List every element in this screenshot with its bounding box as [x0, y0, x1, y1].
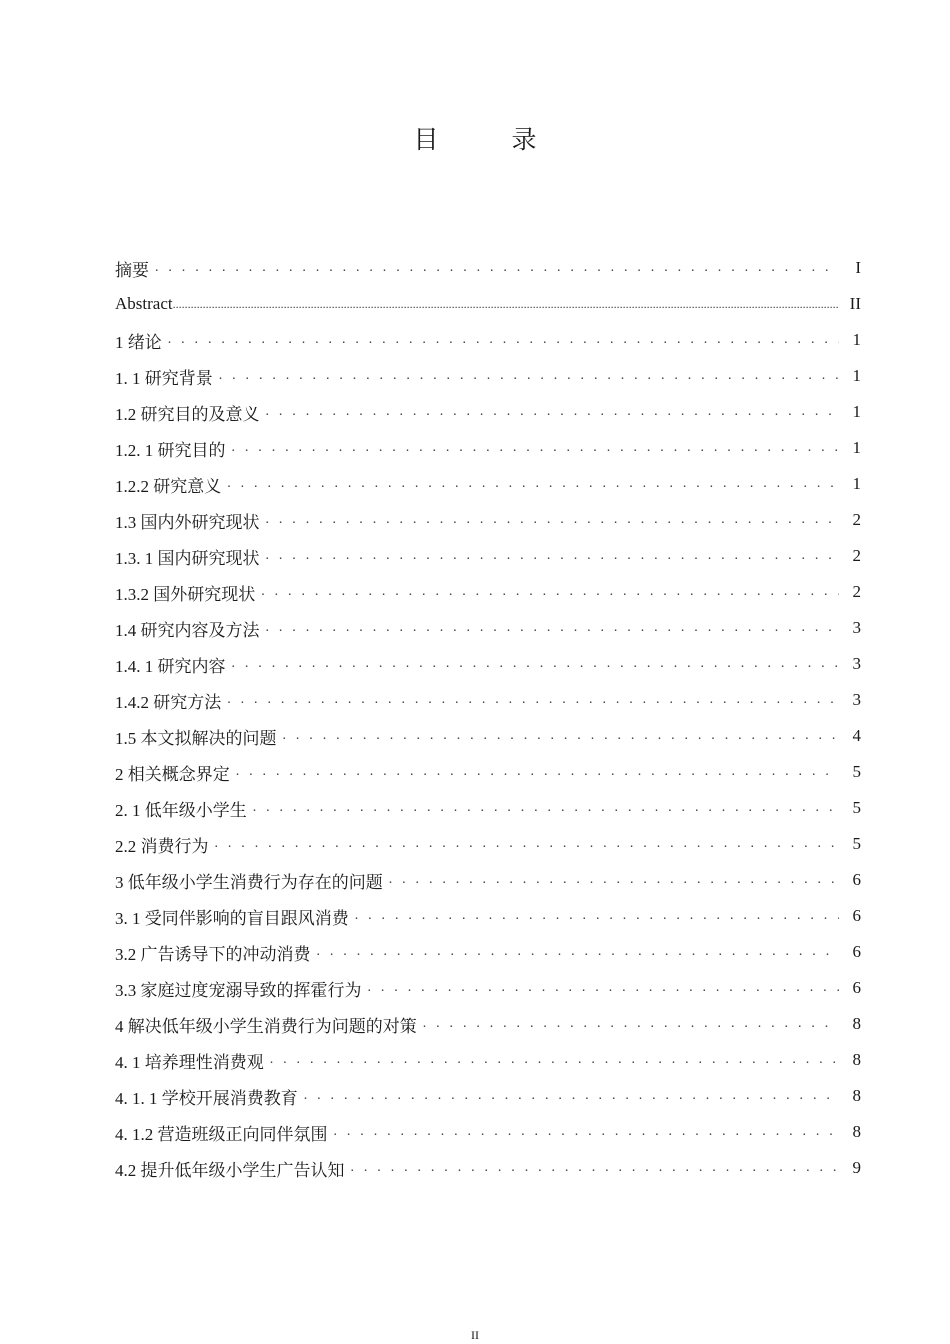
toc-row[interactable]: [115, 322, 861, 358]
toc-label: 1.2.2 研究意义: [115, 476, 222, 496]
toc-page-number: 2: [852, 582, 861, 601]
toc-row[interactable]: [115, 754, 861, 790]
toc-row[interactable]: [115, 682, 861, 718]
toc-page-number: 1: [852, 438, 861, 457]
toc-page-number: 5: [852, 762, 861, 781]
toc-label: 4. 1.2 营造班级正向同伴氛围: [115, 1124, 328, 1144]
leader-dots: [304, 1088, 839, 1104]
toc-page-number: 9: [852, 1158, 861, 1177]
toc-page-number: II: [849, 294, 861, 313]
toc-row[interactable]: [115, 1078, 861, 1114]
toc-page-number: 8: [852, 1086, 861, 1105]
toc-row[interactable]: [115, 358, 861, 394]
page-footer-number: II: [471, 1328, 479, 1342]
toc-page-number: 5: [852, 834, 861, 853]
toc-page-number: 3: [852, 618, 861, 637]
leader-dots: [423, 1016, 839, 1032]
leader-dots: [253, 800, 839, 816]
toc-row[interactable]: [115, 1150, 861, 1186]
leader-dots: [368, 980, 840, 996]
toc-page-number: 8: [852, 1050, 861, 1069]
toc-label: 4. 1 培养理性消费观: [115, 1052, 264, 1072]
toc-row[interactable]: [115, 286, 861, 322]
toc-row[interactable]: [115, 610, 861, 646]
toc-row[interactable]: [115, 574, 861, 610]
toc-label: 1. 1 研究背景: [115, 368, 213, 388]
toc-page-number: 8: [852, 1122, 861, 1141]
toc-label: 1.3.2 国外研究现状: [115, 584, 256, 604]
toc-page-number: 6: [852, 978, 861, 997]
leader-dots: [261, 584, 839, 600]
toc-row[interactable]: [115, 646, 861, 682]
toc-label: 1.2. 1 研究目的: [115, 440, 226, 460]
leader-dots: [215, 836, 840, 852]
toc-label: 3. 1 受同伴影响的盲目跟风消费: [115, 908, 349, 928]
leader-dots: [355, 908, 839, 924]
toc-row[interactable]: [115, 502, 861, 538]
toc-label: 3 低年级小学生消费行为存在的问题: [115, 872, 383, 892]
leader-dots: [283, 728, 846, 744]
toc-label: 2. 1 低年级小学生: [115, 800, 247, 820]
leader-dots: [317, 944, 840, 960]
toc-label: 1.4 研究内容及方法: [115, 620, 260, 640]
toc-row[interactable]: [115, 1114, 861, 1150]
toc-row[interactable]: [115, 1042, 861, 1078]
toc-row[interactable]: [115, 970, 861, 1006]
toc-page-number: 2: [852, 510, 861, 529]
toc-page-number: 3: [852, 654, 861, 673]
toc-page-number: 2: [852, 546, 861, 565]
toc-row[interactable]: [115, 430, 861, 466]
leader-dots: [266, 404, 840, 420]
leader-dots: [227, 476, 839, 492]
leader-dots: [219, 368, 839, 384]
toc-page-number: 6: [852, 906, 861, 925]
toc-row[interactable]: [115, 718, 861, 754]
toc-label: 4 解决低年级小学生消费行为问题的对策: [115, 1016, 417, 1036]
toc-row[interactable]: [115, 862, 861, 898]
toc-page-number: 1: [852, 402, 861, 421]
page-title: 目 录: [413, 127, 561, 154]
toc-page-number: 3: [852, 690, 861, 709]
leader-dots: [266, 620, 840, 636]
toc-label: 1.5 本文拟解决的问题: [115, 728, 277, 748]
toc-row[interactable]: [115, 466, 861, 502]
toc-page-number: 8: [852, 1014, 861, 1033]
toc-row[interactable]: [115, 250, 861, 286]
toc-page-number: 6: [852, 870, 861, 889]
leader-dots: [168, 332, 839, 348]
toc-page-number: 4: [852, 726, 861, 745]
toc-label: 1.4. 1 研究内容: [115, 656, 226, 676]
leader-dots: [173, 297, 839, 312]
toc-page-number: 1: [852, 366, 861, 385]
leader-dots: [232, 656, 840, 672]
leader-dots: [266, 548, 840, 564]
toc-row[interactable]: [115, 1006, 861, 1042]
leader-dots: [227, 692, 839, 708]
toc-row[interactable]: [115, 898, 861, 934]
toc-label: 2 相关概念界定: [115, 764, 230, 784]
leader-dots: [155, 260, 839, 276]
toc-label: 4.2 提升低年级小学生广告认知: [115, 1160, 345, 1180]
toc-page-number: 5: [852, 798, 861, 817]
leader-dots: [270, 1052, 839, 1068]
toc-row[interactable]: [115, 790, 861, 826]
toc-page-number: 1: [852, 474, 861, 493]
toc-label: 3.3 家庭过度宠溺导致的挥霍行为: [115, 980, 362, 1000]
toc-label: 1.3. 1 国内研究现状: [115, 548, 260, 568]
toc-label: 1.3 国内外研究现状: [115, 512, 260, 532]
leader-dots: [236, 764, 839, 780]
toc-row[interactable]: [115, 934, 861, 970]
toc-label: 3.2 广告诱导下的冲动消费: [115, 944, 311, 964]
toc-page-number: 6: [852, 942, 861, 961]
leader-dots: [266, 512, 840, 528]
toc-label: 1.4.2 研究方法: [115, 692, 222, 712]
toc-page-number: I: [855, 258, 861, 277]
toc-label: 1.2 研究目的及意义: [115, 404, 260, 424]
toc-label: Abstract: [115, 294, 173, 313]
leader-dots: [389, 872, 845, 888]
table-of-contents: [115, 250, 861, 1186]
toc-label: 1 绪论: [115, 332, 162, 352]
toc-row[interactable]: [115, 394, 861, 430]
toc-label: 2.2 消费行为: [115, 836, 209, 856]
leader-dots: [232, 440, 840, 456]
toc-page-number: 1: [852, 330, 861, 349]
leader-dots: [351, 1160, 840, 1176]
toc-row[interactable]: [115, 538, 861, 574]
toc-label: 摘要: [115, 260, 149, 280]
leader-dots: [334, 1124, 840, 1140]
toc-row[interactable]: [115, 826, 861, 862]
toc-label: 4. 1. 1 学校开展消费教育: [115, 1088, 298, 1108]
